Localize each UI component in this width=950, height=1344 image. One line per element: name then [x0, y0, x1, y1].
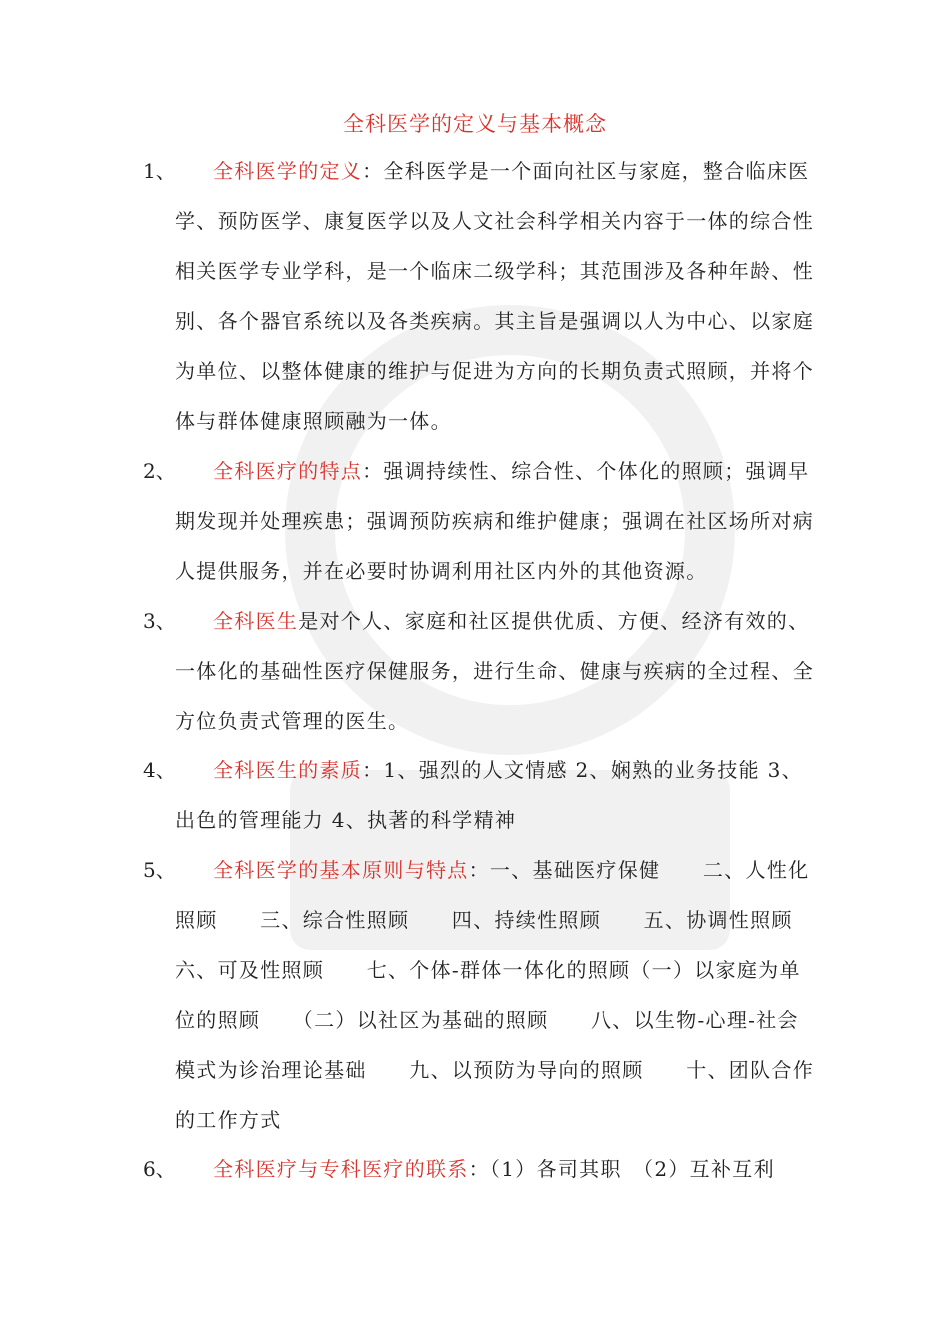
item-number: 2、 — [143, 459, 176, 483]
item-number: 1、 — [143, 159, 176, 183]
item-text: （1）各司其职 （2）互补互利 — [489, 1157, 775, 1181]
item-term: 全科医疗与专科医疗的联系 — [213, 1157, 469, 1181]
item-text: 强调持续性、综合性、个体化的照顾；强调早期发现并处理疾患；强调预防疾病和维护健康；强调在社区场所对病人提供服务，并在必要时协调利用社区内外的其他资源。 — [175, 459, 814, 583]
item-term: 全科医学的定义 — [213, 159, 363, 183]
item-number: 5、 — [143, 858, 176, 882]
item-text: 1、强烈的人文情感 2、娴熟的业务技能 3、出色的管理能力 4、执著的科学精神 — [175, 758, 803, 832]
item-separator: ： — [468, 858, 490, 882]
item-body — [175, 596, 815, 746]
item-separator: ： — [468, 1157, 490, 1181]
item-text: 一、基础医疗保健 二、人性化照顾 三、综合性照顾 四、持续性照顾 五、协调性照顾 六、可及性照顾 七、个体-群体一体化的照顾（一）以家庭为单位的照顾 （二）以社区为基础的照顾 八、以生物-心理-社会模式为诊治理论基础 九、以预防为导向的照顾 十、团队合作的工作方式 — [175, 858, 836, 1132]
item-number: 6、 — [143, 1157, 176, 1181]
item-body — [175, 1144, 815, 1194]
item-body — [175, 446, 815, 596]
item-body — [175, 745, 815, 845]
item-body — [175, 845, 836, 1145]
item-number: 4、 — [143, 758, 176, 782]
item-term: 全科医疗的特点 — [213, 459, 363, 483]
item-text: 是对个人、家庭和社区提供优质、方便、经济有效的、一体化的基础性医疗保健服务，进行生命、健康与疾病的全过程、全方位负责式管理的医生。 — [175, 609, 814, 733]
item-separator: ： — [362, 159, 384, 183]
item-term: 全科医学的基本原则与特点 — [213, 858, 469, 882]
item-term: 全科医生 — [213, 609, 299, 633]
document-title: 全科医学的定义与基本概念 — [343, 112, 607, 136]
item-number: 3、 — [143, 609, 176, 633]
item-text: 全科医学是一个面向社区与家庭，整合临床医学、预防医学、康复医学以及人文社会科学相关内容于一体的综合性相关医学专业学科，是一个临床二级学科；其范围涉及各种年龄、性别、各个器官系统以及各类疾病。其主旨是强调以人为中心、以家庭为单位、以整体健康的维护与促进为方向的长期负责式照顾，并将个体与群体健康照顾融为一体。 — [175, 159, 814, 433]
item-body — [175, 146, 815, 446]
item-separator: ： — [362, 758, 384, 782]
item-separator: ： — [362, 459, 384, 483]
item-term: 全科医生的素质 — [213, 758, 363, 782]
